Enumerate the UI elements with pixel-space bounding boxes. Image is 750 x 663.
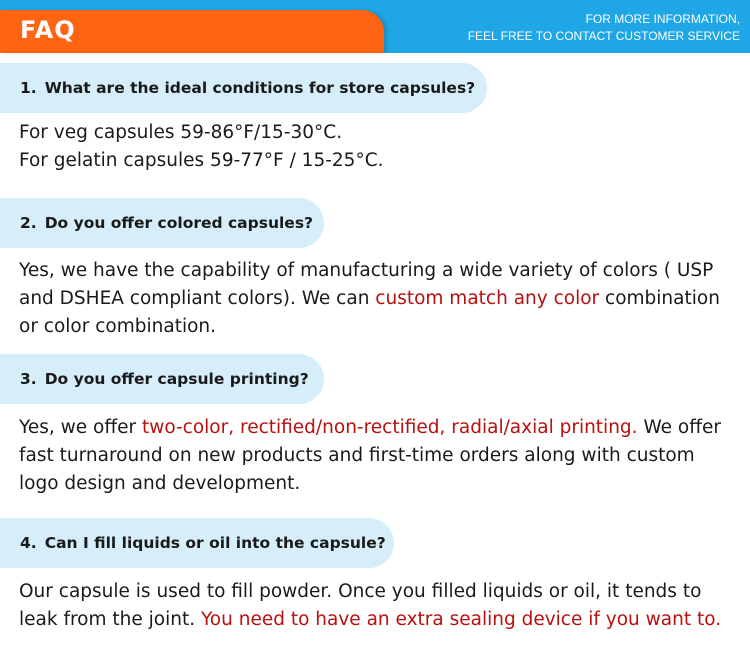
answer-text: combination or color combination. bbox=[19, 288, 720, 337]
faq-answer-1 bbox=[19, 119, 729, 175]
faq-question-2 bbox=[0, 198, 324, 248]
faq-question-3 bbox=[0, 354, 324, 404]
answer-highlight: two-color, rectified/non-rectified, radial/axial printing. bbox=[141, 417, 638, 438]
answer-text: We offer fast turnaround on new products and first-time orders along with custom logo design and development. bbox=[19, 417, 721, 494]
faq-title-tab bbox=[0, 10, 384, 53]
question-number: 2. bbox=[20, 214, 37, 232]
question-text: Do you offer colored capsules? bbox=[44, 214, 314, 232]
answer-text: Yes, we have the capability of manufacturing a wide variety of colors ( USP and DSHEA compliant colors). We can bbox=[19, 260, 714, 309]
contact-note bbox=[468, 11, 740, 45]
question-number: 3. bbox=[20, 370, 37, 388]
answer-highlight: custom match any color bbox=[375, 288, 600, 309]
page-title: FAQ bbox=[20, 16, 76, 44]
contact-line-2: FEEL FREE TO CONTACT CUSTOMER SERVICE bbox=[467, 29, 740, 43]
answer-text: Yes, we offer bbox=[19, 417, 142, 438]
question-text: Can I fill liquids or oil into the capsule? bbox=[44, 534, 386, 552]
faq-question-1 bbox=[0, 63, 487, 113]
faq-header bbox=[0, 0, 750, 53]
faq-answer-2 bbox=[19, 257, 729, 341]
faq-question-4 bbox=[0, 518, 394, 568]
question-number: 4. bbox=[20, 534, 37, 552]
faq-answer-3 bbox=[19, 414, 729, 498]
answer-highlight: You need to have an extra sealing device if you want to. bbox=[200, 609, 722, 630]
answer-line: For veg capsules 59-86°F/15-30°C. bbox=[19, 122, 343, 143]
faq-answer-4 bbox=[19, 578, 729, 634]
question-text: Do you offer capsule printing? bbox=[44, 370, 309, 388]
contact-line-1: FOR MORE INFORMATION, bbox=[585, 12, 740, 26]
answer-line: For gelatin capsules 59-77°F / 15-25°C. bbox=[19, 150, 384, 171]
question-text: What are the ideal conditions for store capsules? bbox=[44, 79, 476, 97]
answer-text: Our capsule is used to fill powder. Once you filled liquids or oil, it tends to leak from the joint. bbox=[19, 581, 702, 630]
question-number: 1. bbox=[20, 79, 37, 97]
